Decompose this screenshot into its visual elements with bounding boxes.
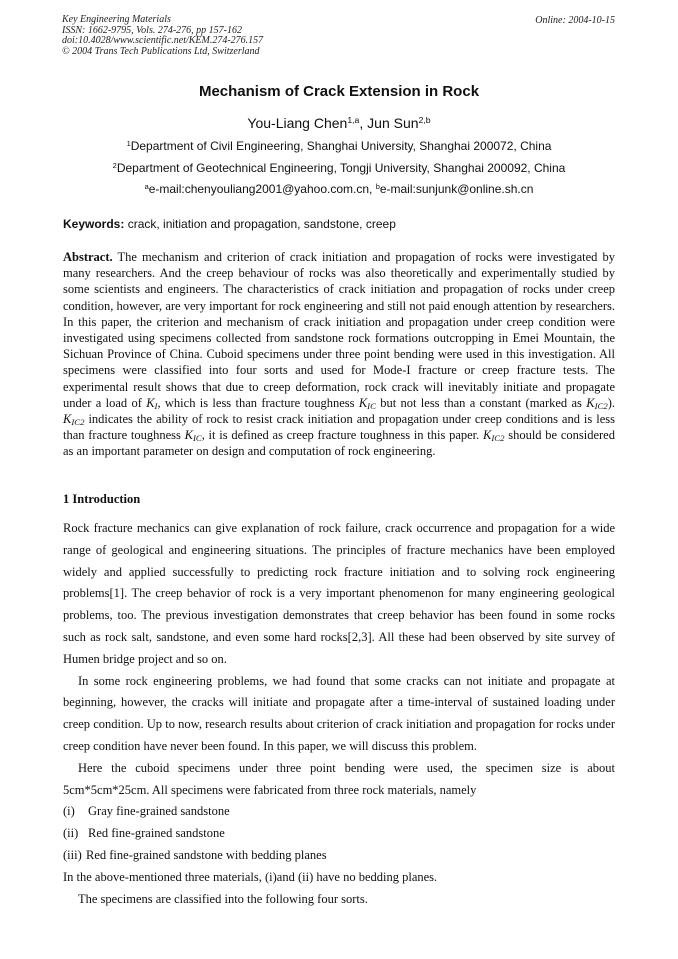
abstract-paragraph xyxy=(63,249,615,460)
journal-name: Key Engineering Materials xyxy=(62,14,171,25)
affiliation-2 xyxy=(0,161,678,175)
k-symbol: $K_I$ xyxy=(146,395,158,412)
list-item: (i) Gray fine-grained sandstone xyxy=(63,804,230,819)
k-symbol: $K_{IC2}$ xyxy=(63,412,85,428)
paragraph: Here the cuboid specimens under three point bending were used, the specimen size is about 5cm*5cm*25cm. All specimens were fabricated from three rock materials, namely xyxy=(63,760,615,797)
k-symbol: $K_{IC}$ xyxy=(184,428,202,444)
author-name: You-Liang Chen xyxy=(247,115,348,131)
k-symbol: $K_{IC2}$ xyxy=(483,428,505,444)
abstract-text: ). xyxy=(607,395,615,410)
affiliation-text: Department of Geotechnical Engineering, Tongji University, Shanghai 200092, China xyxy=(116,161,566,175)
affiliation-superscript: 2 xyxy=(112,160,117,170)
keywords-text: crack, initiation and propagation, sandstone, creep xyxy=(124,217,396,231)
k-symbol: $K_{IC}$ xyxy=(358,395,376,412)
abstract-text: but not less than a constant (marked as xyxy=(375,395,587,410)
online-date: Online: 2004-10-15 xyxy=(535,15,615,26)
author-line xyxy=(0,115,678,131)
abstract-text: The mechanism and criterion of crack initiation and propagation of rocks were investigated by many researchers. And the creep behaviour of rocks was also theoretically and experimentally studied by some scientists and engineers. The characteristics of crack initiation and propagation of rocks under creep condition, however, are very important for rock engineering and still not paid enough attention by researchers. In this paper, the criterion and mechanism of crack initiation and propagation under creep condition were investigated using specimens collected from sandstone rock formations outcropping in Emei Mountain, the Sichuan Province of China. Cuboid specimens under three point bending were used in this investigation. All specimens were classified into four sorts and used for Mode-I fracture or creep fracture tests. The experimental result shows that due to creep deformation, rock crack will inevitably initiate and propagate under a load of xyxy=(63,250,615,410)
copyright-line: © 2004 Trans Tech Publications Ltd, Switzerland xyxy=(62,45,260,57)
paragraph: In the above-mentioned three materials, (i)and (ii) have no bedding planes. xyxy=(63,869,438,884)
doi-line: doi:10.4028/www.scientific.net/KEM.274-276.157 xyxy=(62,35,264,46)
keywords-label: Keywords: xyxy=(63,217,125,231)
list-item: (ii) Red fine-grained sandstone xyxy=(63,826,225,841)
author-superscript: 1,a xyxy=(347,115,360,126)
affiliation-1 xyxy=(0,139,678,153)
author-name: Jun Sun xyxy=(367,115,419,131)
paragraph: Rock fracture mechanics can give explanation of rock failure, crack occurrence and propagation for a wide range of geological and engineering situations. The principles of fracture mechanics have been employed widely and applied successfully to predicting rock fracture initiation and to solving rock engineering problems[1]. The creep behavior of rock is a very important phenomenon for many engineering geological problems, too. The previous investigation demonstrates that creep behavior has been found in some rocks such as rock salt, sandstone, and even some hard rocks[2,3]. All these had been observed by site survey of Humen bridge project and so on. xyxy=(63,521,615,666)
introduction-body xyxy=(63,518,615,910)
section-heading: 1 Introduction xyxy=(63,492,141,506)
paragraph: The specimens are classified into the following four sorts. xyxy=(78,891,368,906)
list-item: (iii) Red fine-grained sandstone with bedding planes xyxy=(63,847,327,862)
material-list xyxy=(63,801,615,866)
affiliation-superscript: 1 xyxy=(126,138,131,148)
author-superscript: 2,b xyxy=(418,115,431,126)
abstract-text: should be considered as an important parameter on design and computation of rock engineering. xyxy=(63,428,615,459)
keywords-line xyxy=(63,217,396,231)
paragraph: In some rock engineering problems, we had found that some cracks can not initiate and propagate at beginning, however, the cracks will initiate and propagate after a time-interval of sustained loading under creep condition. Up to now, research results about criterion of crack initiation and propagation for rocks under creep condition have never been found. In this paper, we will discuss this problem. xyxy=(63,673,615,753)
email-line xyxy=(0,182,678,196)
email-superscript: a xyxy=(144,181,149,191)
issn-line: ISSN: 1662-9795, Vols. 274-276, pp 157-162 xyxy=(62,24,242,36)
email-b: e-mail:sunjunk@online.sh.cn xyxy=(379,182,534,196)
affiliation-text: Department of Civil Engineering, Shanghai University, Shanghai 200072, China xyxy=(130,139,552,153)
abstract-label: Abstract. xyxy=(63,250,113,264)
email-superscript: b xyxy=(375,181,380,191)
k-symbol: $K_{IC2}$ xyxy=(586,395,608,412)
author-separator: , xyxy=(359,115,368,131)
abstract-text: , it is defined as creep fracture toughness in this paper. xyxy=(201,428,484,443)
abstract-text: , which is less than fracture toughness xyxy=(157,395,359,410)
abstract-text: indicates the ability of rock to resist crack initiation and propagation under creep conditions and is less than fracture toughness xyxy=(63,412,615,443)
paper-title: Mechanism of Crack Extension in Rock xyxy=(198,83,480,100)
journal-header xyxy=(62,15,263,57)
email-a: e-mail:chenyouliang2001@yahoo.com.cn, xyxy=(148,182,376,196)
